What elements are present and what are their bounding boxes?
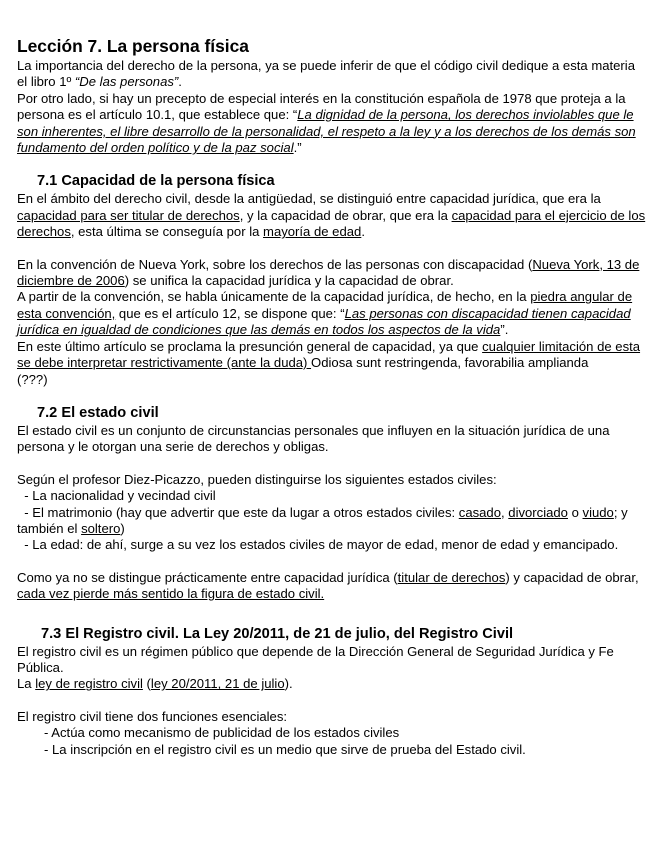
s3-paragraph-3: El registro civil tiene dos funciones esenciales:: [17, 708, 288, 724]
s1-paragraph-5: (???): [17, 371, 48, 387]
s1-paragraph-2: En la convención de Nueva York, sobre los derechos de las personas con discapacidad (Nueva York, 13 de diciembre de 2006) se unifica la capacidad jurídica y la capacidad de obrar.: [17, 256, 640, 289]
s1-paragraph-3: A partir de la convención, se habla únicamente de la capacidad jurídica, de hecho, en la piedra angular de esta convención, que es el artículo 12, se dispone que: “Las personas con discapacidad tienen capacidad jurídica en igualdad de condiciones que las demás en todos los aspectos de la vida”.: [17, 289, 633, 338]
intro-paragraph-1: La importancia del derecho de la persona, ya se puede inferir de que el código civil dedique a esta materia el libro 1º “De las personas”.: [17, 58, 635, 90]
s2-paragraph-2: Según el profesor Diez-Picazzo, pueden distinguirse los siguientes estados civiles:: [17, 471, 497, 487]
s2-list-item-2: - El matrimonio (hay que advertir que este da lugar a otros estados civiles: casado, divorciado o viudo; y también el soltero): [17, 504, 628, 536]
s2-list-item-1: - La nacionalidad y vecindad civil: [17, 488, 216, 504]
s2-paragraph-1: El estado civil es un conjunto de circunstancias personales que influyen en la situación jurídica de una persona y le otorgan una serie de derechos y obligas.: [17, 422, 610, 455]
s3-list-item-2: - La inscripción en el registro civil es un medio que sirve de prueba del Estado civil.: [44, 741, 526, 757]
section-heading-7-2: 7.2 El estado civil: [37, 404, 159, 421]
section-heading-7-1: 7.1 Capacidad de la persona física: [37, 173, 275, 190]
s1-paragraph-1: En el ámbito del derecho civil, desde la antigüedad, se distinguió entre capacidad jurídica, que era la capacidad para ser titular de derechos, y la capacidad de obrar, que era la capacidad para el ejercicio de los derechos, esta última se conseguía por la mayoría de edad.: [17, 191, 646, 240]
book-title: “De las personas”: [74, 74, 179, 90]
intro-paragraph-2: Por otro lado, si hay un precepto de especial interés en la constitución española de 1978 que proteja a la persona es el artículo 10.1, que establece que: “La dignidad de la persona, los derechos inviolables que le son inherentes, el libre desarrollo de la personalidad, el respeto a la ley y a los derechos de los demás son fundamento del orden político y de la paz social.”: [17, 90, 636, 156]
section-heading-7-3: 7.3 El Registro civil. La Ley 20/2011, de 21 de julio, del Registro Civil: [41, 625, 514, 642]
s3-paragraph-2: La ley de registro civil (ley 20/2011, 21 de julio).: [17, 676, 293, 692]
s1-paragraph-4: En este último artículo se proclama la presunción general de capacidad, ya que cualquier limitación de esta se debe interpretar restrictivamente (ante la duda) Odiosa sunt restringenda, favorabilia amplianda: [17, 338, 641, 371]
s3-list-item-1: - Actúa como mecanismo de publicidad de los estados civiles: [44, 725, 400, 741]
constitution-quote: La dignidad de la persona, los derechos inviolables que le son inherentes, el libre desarrollo de la personalidad, el respeto a la ley y a los derechos de los demás son fundamento del orden político y de la paz social: [17, 107, 636, 156]
s2-paragraph-3: Como ya no se distingue prácticamente entre capacidad jurídica (titular de derechos) y capacidad de obrar, cada vez pierde más sentido la figura de estado civil.: [17, 569, 639, 602]
s2-list-item-3: - La edad: de ahí, surge a su vez los estados civiles de mayor de edad, menor de edad y emancipado.: [17, 537, 619, 553]
article-12-quote: Las personas con discapacidad tienen capacidad jurídica en igualdad de condiciones que las demás en todos los aspectos de la vida: [17, 305, 631, 338]
s3-paragraph-1: El registro civil es un régimen público que depende de la Dirección General de Seguridad Jurídica y Fe Pública.: [17, 643, 614, 675]
page-title: Lección 7. La persona física: [17, 36, 249, 56]
